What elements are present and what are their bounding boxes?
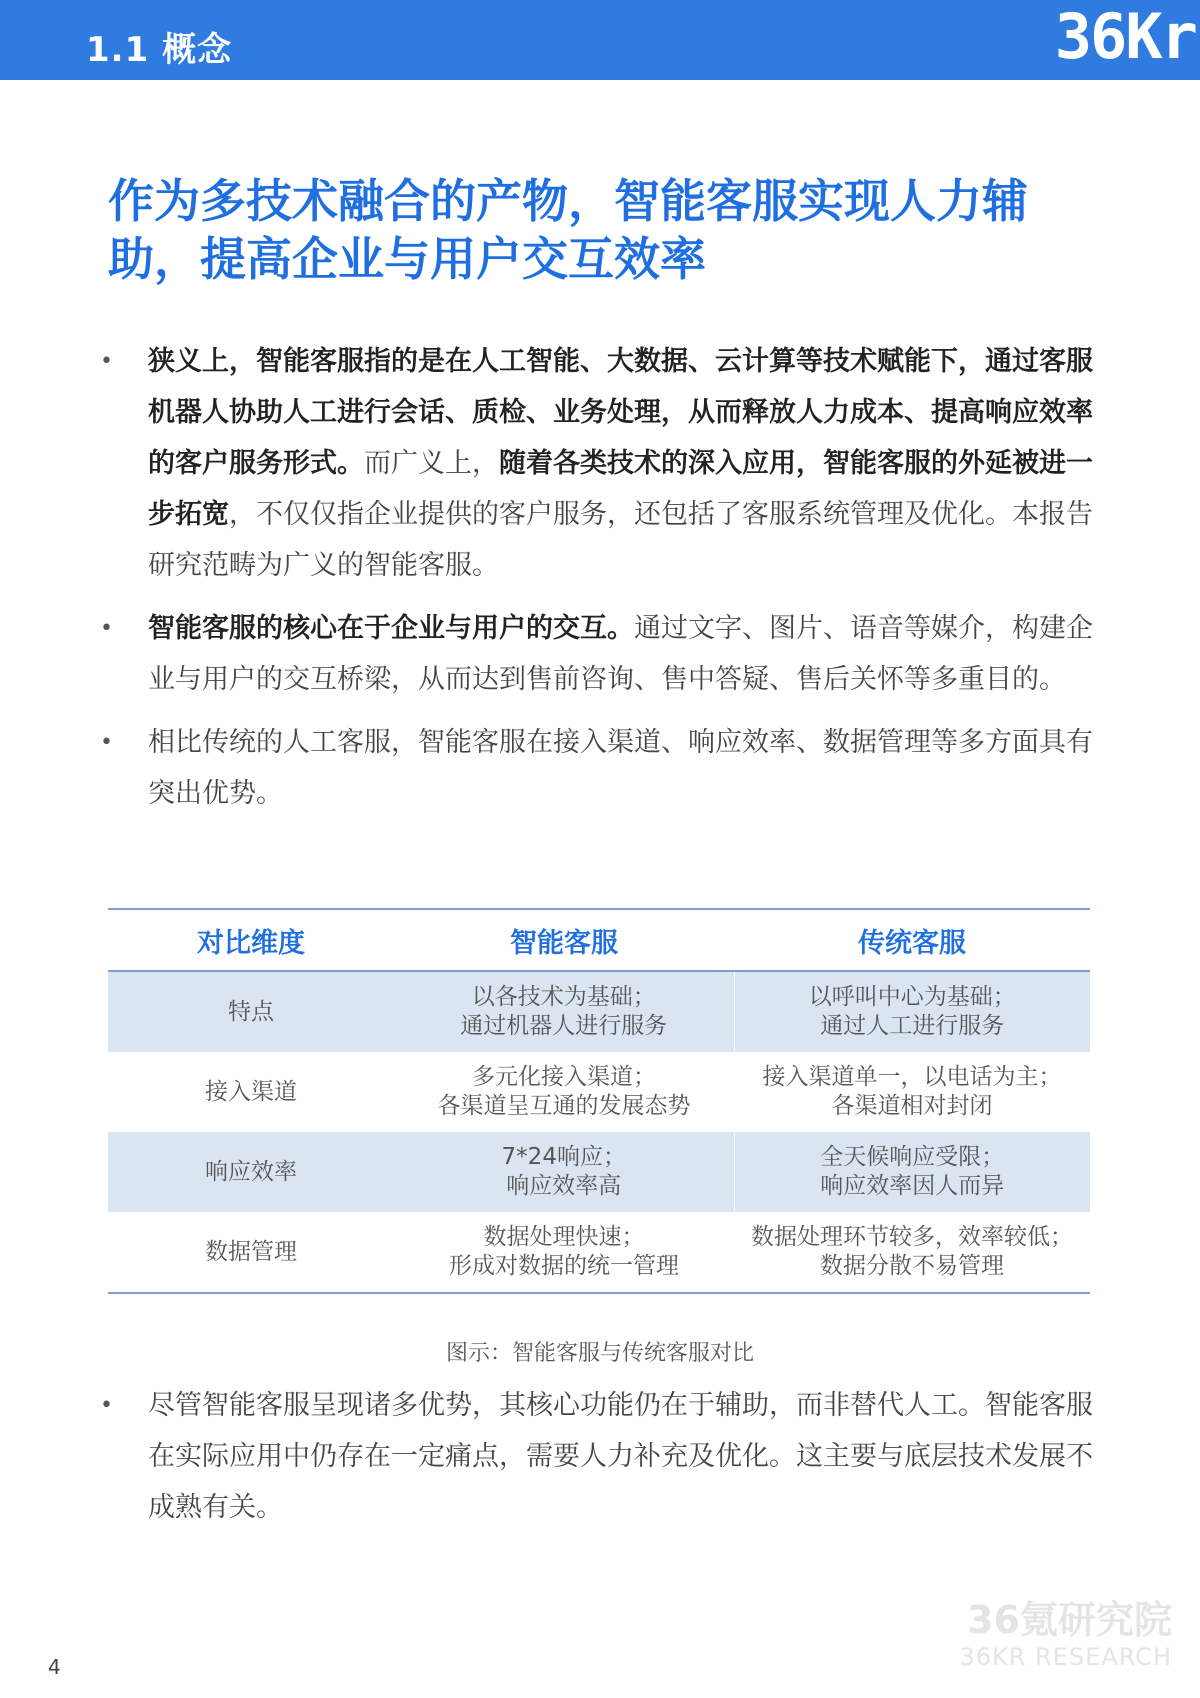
table-cell-traditional (734, 1212, 1090, 1293)
bullet-bold-text: 智能客服的核心在于企业与用户的交互。 (148, 613, 634, 644)
comparison-table (108, 908, 1090, 1294)
table-cell-traditional (734, 971, 1090, 1052)
table-row (108, 1212, 1090, 1293)
cell-line: 各渠道相对封闭 (831, 1093, 993, 1119)
cell-line: 多元化接入渠道； (472, 1064, 656, 1090)
table-cell-dimension: 接入渠道 (205, 1078, 297, 1105)
table-header-dimension: 对比维度 (108, 909, 394, 971)
cell-line: 形成对数据的统一管理 (449, 1253, 679, 1279)
bullet-text: 通过文字、图片、语音等媒介，构建企业与用户的交互桥梁，从而达到售前咨询、售中答疑、售后关怀等多重目的。 (148, 613, 1093, 695)
watermark (959, 1598, 1172, 1672)
header-bar (0, 0, 1200, 80)
table-cell-smart (394, 1212, 734, 1293)
bullet-item (96, 603, 1096, 705)
section-title: 1.1 概念 (86, 30, 233, 70)
cell-line: 接入渠道单一，以电话为主； (762, 1064, 1062, 1090)
cell-line: 各渠道呈互通的发展态势 (437, 1093, 691, 1119)
bullet-item (96, 336, 1096, 591)
bullet-item (96, 717, 1096, 819)
page-headline: 作为多技术融合的产物，智能客服实现人力辅助，提高企业与用户交互效率 (108, 174, 1028, 286)
table-cell-traditional (734, 1132, 1090, 1212)
table-header-traditional: 传统客服 (734, 909, 1090, 971)
cell-line: 以各技术为基础； (471, 984, 656, 1010)
cell-line: 数据分散不易管理 (820, 1253, 1004, 1279)
cell-line: 通过机器人进行服务 (460, 1013, 668, 1039)
table-cell-smart (394, 1052, 734, 1132)
table-header-smart: 智能客服 (394, 909, 734, 971)
bullet-text: 尽管智能客服呈现诸多优势，其核心功能仍在于辅助，而非替代人工。智能客服在实际应用中仍存在一定痛点，需要人力补充及优化。这主要与底层技术发展不成熟有关。 (148, 1390, 1093, 1523)
bullet-text: 而广义上， (364, 448, 499, 479)
bullet-text: ，不仅仅指企业提供的客户服务，还包括了客服系统管理及优化。本报告研究范畴为广义的智能客服。 (148, 499, 1093, 581)
bullet-item (96, 1380, 1096, 1533)
cell-line: 7*24响应； (501, 1144, 626, 1170)
table-cell-dimension: 数据管理 (108, 1212, 394, 1293)
cell-line: 响应效率因人而异 (820, 1173, 1005, 1199)
cell-line: 响应效率高 (506, 1173, 622, 1199)
table-header-row (108, 909, 1090, 971)
cell-line: 数据处理快速； (483, 1224, 645, 1250)
brand-logo: 36Kr (1054, 0, 1196, 73)
cell-line: 通过人工进行服务 (820, 1013, 1005, 1039)
bullet-list (96, 336, 1096, 831)
bullet-text: 相比传统的人工客服，智能客服在接入渠道、响应效率、数据管理等多方面具有突出优势。 (148, 727, 1093, 809)
bullet-bold-text: 随着各类技术的深入应用，智能客服的外延被进一步拓宽 (148, 448, 1093, 530)
table-row (108, 1132, 1090, 1212)
figure-caption: 图示：智能客服与传统客服对比 (445, 1341, 754, 1366)
table-row (108, 971, 1090, 1052)
cell-line: 数据处理环节较多，效率较低； (751, 1224, 1073, 1250)
watermark-cn: 36氪研究院 (967, 1598, 1172, 1642)
cell-line: 全天候响应受限； (820, 1144, 1005, 1170)
table-row (108, 1052, 1090, 1132)
bullet-list-final (96, 1380, 1096, 1545)
cell-line: 以呼叫中心为基础； (808, 984, 1016, 1010)
table-cell-dimension: 响应效率 (108, 1132, 394, 1212)
bullet-bold-text: 狭义上，智能客服指的是在人工智能、大数据、云计算等技术赋能下，通过客服机器人协助人工进行会话、质检、业务处理，从而释放人力成本、提高响应效率的客户服务形式。 (148, 346, 1093, 479)
table-cell-traditional (734, 1052, 1090, 1132)
table-cell-smart (394, 971, 734, 1052)
table-cell-dimension: 特点 (108, 971, 394, 1052)
table-cell-smart (394, 1132, 734, 1212)
page-number: 4 (48, 1655, 61, 1679)
watermark-en: 36KR RESEARCH (959, 1643, 1172, 1671)
